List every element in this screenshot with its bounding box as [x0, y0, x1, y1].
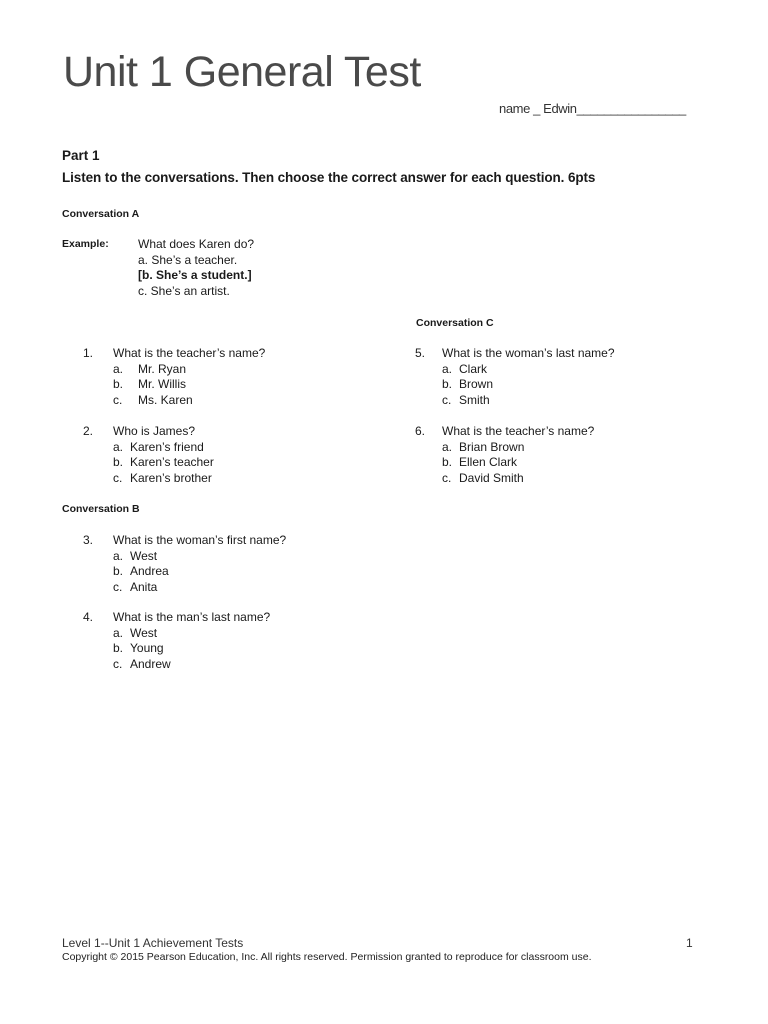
answer-option[interactable]	[415, 440, 705, 456]
copyright-notice: Copyright © 2015 Pearson Education, Inc. All rights reserved. Permission granted to reproduce for classroom use.	[62, 951, 592, 963]
option-text: Mr. Willis	[138, 377, 186, 391]
option-letter: a.	[442, 439, 453, 454]
option-text: West	[130, 548, 158, 563]
question-number: 6.	[415, 424, 426, 438]
page-title: Unit 1 General Test	[63, 48, 421, 96]
option-letter: a.	[442, 361, 453, 376]
question-number: 3.	[83, 533, 94, 547]
option-text: Anita	[130, 579, 158, 594]
example-block	[138, 237, 254, 299]
option-text: Andrew	[130, 656, 171, 671]
question-2	[83, 424, 373, 486]
option-letter: b.	[113, 641, 124, 655]
option-text: Ellen Clark	[459, 455, 518, 469]
option-letter: b.	[113, 564, 124, 578]
option-text: Young	[130, 641, 164, 655]
answer-option[interactable]	[83, 455, 373, 471]
option-letter: a.	[113, 361, 124, 376]
question-number: 1.	[83, 346, 94, 360]
option-text: Karen’s teacher	[130, 455, 214, 469]
page-number: 1	[686, 936, 693, 950]
answer-option[interactable]	[415, 455, 705, 471]
answer-option[interactable]	[83, 626, 373, 642]
question-text: What is the teacher’s name?	[442, 424, 595, 438]
option-text: Mr. Ryan	[138, 361, 187, 376]
option-text: Smith	[459, 392, 490, 407]
option-letter: a.	[113, 548, 124, 563]
option-text: Ms. Karen	[138, 392, 193, 407]
question-number: 5.	[415, 346, 426, 360]
option-letter: c.	[113, 579, 123, 594]
question-6	[415, 424, 705, 486]
conversation-b-heading: Conversation B	[62, 503, 140, 515]
answer-option[interactable]	[415, 377, 705, 393]
footer-title: Level 1--Unit 1 Achievement Tests	[62, 936, 244, 950]
option-letter: c.	[113, 470, 123, 485]
option-text: Karen’s brother	[130, 470, 212, 485]
question-text: What is the man’s last name?	[113, 610, 271, 624]
option-letter: b.	[113, 377, 124, 391]
question-1	[83, 346, 373, 408]
answer-option-selected[interactable]	[83, 377, 373, 393]
answer-option[interactable]	[415, 362, 705, 378]
answer-option[interactable]	[83, 657, 373, 673]
example-option-c: c. She’s an artist.	[138, 283, 230, 298]
option-letter: b.	[442, 377, 453, 391]
answer-option[interactable]	[83, 564, 373, 580]
question-number: 2.	[83, 424, 94, 438]
example-option-b-correct: [b. She’s a student.]	[138, 268, 252, 282]
conversation-c-heading: Conversation C	[416, 317, 494, 329]
answer-option[interactable]	[415, 471, 705, 487]
part-title: Part 1	[62, 148, 100, 163]
example-question: What does Karen do?	[138, 237, 255, 251]
question-text: What is the woman’s last name?	[442, 346, 615, 360]
answer-option[interactable]	[83, 641, 373, 657]
option-text: West	[130, 625, 158, 640]
option-letter: a.	[113, 439, 124, 454]
option-text: Brown	[459, 377, 494, 391]
part-instructions: Listen to the conversations. Then choose the correct answer for each question. 6pts	[62, 170, 596, 185]
question-text: Who is James?	[113, 424, 196, 438]
option-letter: c.	[113, 392, 123, 407]
option-letter: c.	[442, 392, 452, 407]
answer-option[interactable]	[83, 393, 373, 409]
option-text: Brian Brown	[459, 439, 525, 454]
question-5	[415, 346, 705, 408]
question-4	[83, 610, 373, 672]
option-letter: b.	[442, 455, 453, 469]
option-text: Karen’s friend	[130, 439, 204, 454]
answer-option[interactable]	[83, 549, 373, 565]
answer-option[interactable]	[83, 440, 373, 456]
example-option-a: a. She’s a teacher.	[138, 252, 238, 267]
answer-option[interactable]	[83, 362, 373, 378]
option-letter: c.	[442, 470, 452, 485]
option-text: Clark	[459, 361, 488, 376]
question-number: 4.	[83, 610, 94, 624]
student-name-line: name _ Edwin________________	[499, 101, 686, 116]
answer-option[interactable]	[415, 393, 705, 409]
answer-option[interactable]	[83, 580, 373, 596]
option-letter: c.	[113, 656, 123, 671]
question-text: What is the woman’s first name?	[113, 533, 287, 547]
option-letter: b.	[113, 455, 124, 469]
option-text: David Smith	[459, 470, 524, 485]
option-text: Andrea	[130, 564, 169, 578]
example-label: Example:	[62, 238, 109, 250]
option-letter: a.	[113, 625, 124, 640]
answer-option[interactable]	[83, 471, 373, 487]
question-3	[83, 533, 373, 595]
question-text: What is the teacher’s name?	[113, 346, 266, 360]
conversation-a-heading: Conversation A	[62, 208, 140, 220]
